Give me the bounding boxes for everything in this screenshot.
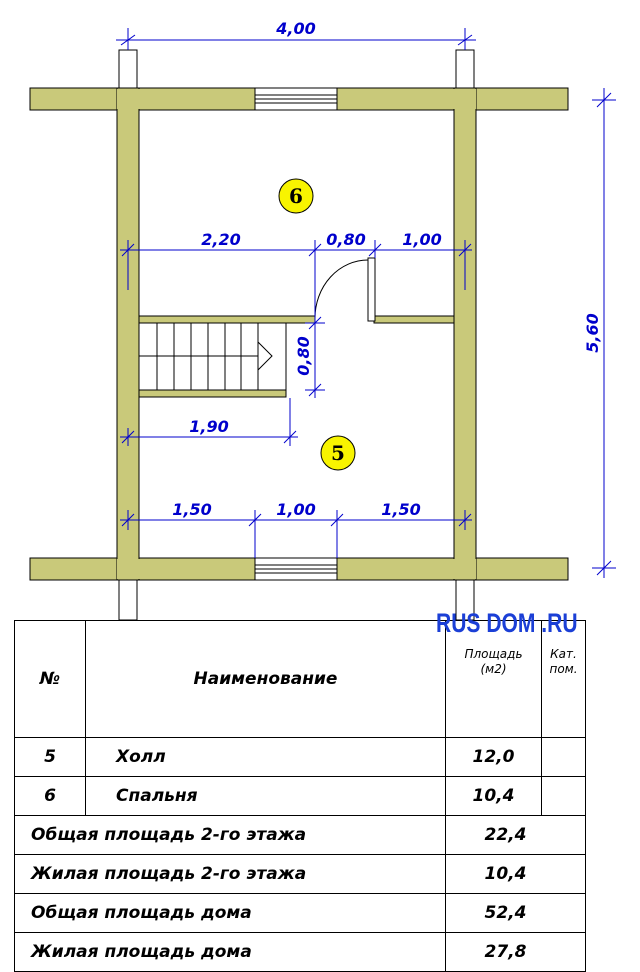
dim-door-width: 0,80 xyxy=(326,230,366,249)
table-header-row xyxy=(15,621,586,738)
right-wall xyxy=(454,88,476,580)
rooms-table xyxy=(14,620,586,972)
left-wall xyxy=(117,88,139,580)
room-name: Холл xyxy=(86,738,446,777)
total-row xyxy=(15,816,586,855)
header-name: Наименование xyxy=(86,621,446,738)
stub-top-left xyxy=(119,50,137,88)
total-value: 52,4 xyxy=(446,894,586,933)
header-cat-line1: Кат. xyxy=(550,647,577,661)
stair-wall xyxy=(139,390,286,397)
dim-bottom-window: 1,00 xyxy=(276,500,316,519)
total-row xyxy=(15,894,586,933)
room-number: 5 xyxy=(15,738,86,777)
door-leaf xyxy=(368,258,375,321)
header-area-line1: Площадь xyxy=(464,647,523,661)
partition-left xyxy=(139,316,315,323)
total-label: Общая площадь 2-го этажа xyxy=(15,816,446,855)
dim-bottom-right: 1,50 xyxy=(381,500,421,519)
partition-right xyxy=(374,316,454,323)
total-label: Общая площадь дома xyxy=(15,894,446,933)
header-area-line2: (м2) xyxy=(480,662,507,676)
door-swing xyxy=(315,260,368,318)
room-category xyxy=(542,777,586,816)
table-row xyxy=(15,777,586,816)
dim-interior-left: 2,20 xyxy=(201,230,241,249)
total-label: Жилая площадь 2-го этажа xyxy=(15,855,446,894)
door xyxy=(315,258,375,323)
dim-right-height: 5,60 xyxy=(583,313,602,353)
room-number: 6 xyxy=(15,777,86,816)
hall-number: 5 xyxy=(331,441,345,465)
dim-stair-width: 1,90 xyxy=(189,417,229,436)
header-category xyxy=(542,621,586,738)
dim-interior-right: 1,00 xyxy=(402,230,442,249)
room-name: Спальня xyxy=(86,777,446,816)
table-row xyxy=(15,738,586,777)
dim-top-width: 4,00 xyxy=(276,19,316,38)
room-category xyxy=(542,738,586,777)
header-area xyxy=(446,621,542,738)
stub-bottom-left xyxy=(119,580,137,620)
total-value: 27,8 xyxy=(446,933,586,972)
bedroom-number: 6 xyxy=(289,184,303,208)
total-row xyxy=(15,855,586,894)
stairs xyxy=(139,323,286,390)
total-value: 22,4 xyxy=(446,816,586,855)
header-cat-line2: пом. xyxy=(549,662,578,676)
site-logo: RUS DOM .RU xyxy=(436,608,578,638)
stub-top-right xyxy=(456,50,474,88)
dim-stair-depth: 0,80 xyxy=(294,336,313,376)
room-area: 12,0 xyxy=(446,738,542,777)
dim-bottom-left: 1,50 xyxy=(172,500,212,519)
total-label: Жилая площадь дома xyxy=(15,933,446,972)
total-row xyxy=(15,933,586,972)
room-area: 10,4 xyxy=(446,777,542,816)
header-number: № xyxy=(15,621,86,738)
total-value: 10,4 xyxy=(446,855,586,894)
